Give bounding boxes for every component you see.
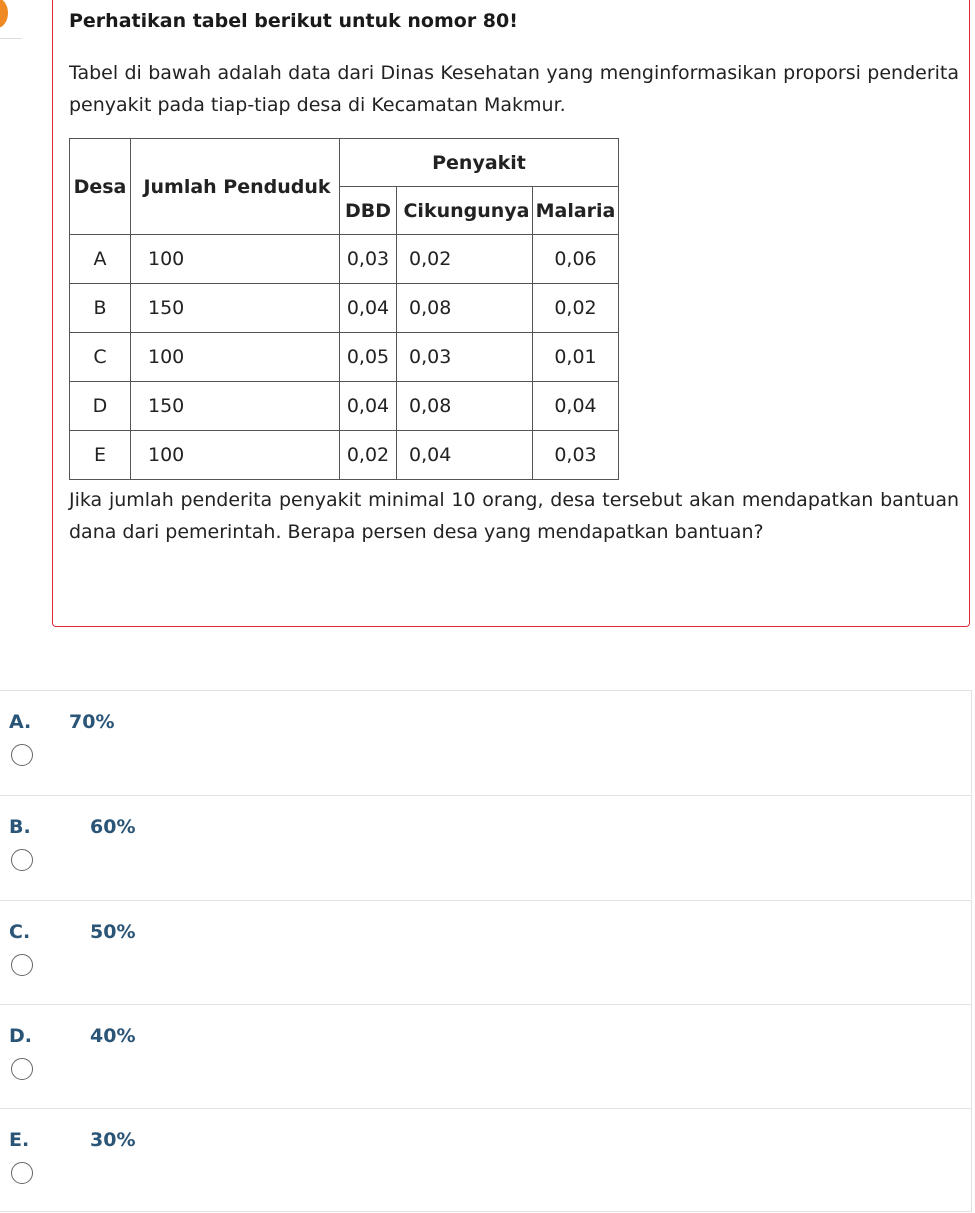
cell-jumlah: 150 <box>131 382 340 431</box>
cell-dbd: 0,02 <box>340 431 397 480</box>
cell-cikungunya: 0,08 <box>397 284 533 333</box>
option-text: 70% <box>69 711 115 733</box>
table-row <box>70 431 619 480</box>
cell-cikungunya: 0,08 <box>397 382 533 431</box>
answer-option-d[interactable] <box>0 1004 972 1108</box>
table-row <box>70 333 619 382</box>
answer-option-b[interactable] <box>0 795 972 899</box>
option-text: 30% <box>90 1129 136 1151</box>
option-text: 40% <box>90 1025 136 1047</box>
badge-divider <box>0 38 22 39</box>
option-letter: C. <box>9 921 31 943</box>
cell-dbd: 0,04 <box>340 382 397 431</box>
cell-desa: E <box>70 431 131 480</box>
answer-option-a[interactable] <box>0 690 972 794</box>
radio-circle-icon[interactable] <box>11 849 33 871</box>
answer-option-e[interactable] <box>0 1108 972 1212</box>
radio-circle-icon[interactable] <box>11 744 33 766</box>
radio-circle-icon[interactable] <box>11 1058 33 1080</box>
cell-cikungunya: 0,02 <box>397 235 533 284</box>
cell-jumlah: 100 <box>131 431 340 480</box>
cell-desa: A <box>70 235 131 284</box>
option-letter: A. <box>9 711 32 733</box>
cell-cikungunya: 0,04 <box>397 431 533 480</box>
cell-dbd: 0,05 <box>340 333 397 382</box>
radio-circle-icon[interactable] <box>11 954 33 976</box>
header-jumlah-penduduk: Jumlah Penduduk <box>131 139 340 235</box>
question-prompt: Jika jumlah penderita penyakit minimal 10 orang, desa tersebut akan mendapatkan bantuan dana dari pemerintah. Berapa persen desa yang mendapatkan bantuan? <box>69 489 959 543</box>
table-row <box>70 382 619 431</box>
cell-jumlah: 100 <box>131 235 340 284</box>
cell-malaria: 0,04 <box>533 382 619 431</box>
option-text: 50% <box>90 921 136 943</box>
table-row <box>70 235 619 284</box>
cell-jumlah: 150 <box>131 284 340 333</box>
cell-desa: C <box>70 333 131 382</box>
option-letter: D. <box>9 1025 32 1047</box>
cell-malaria: 0,06 <box>533 235 619 284</box>
cell-malaria: 0,01 <box>533 333 619 382</box>
radio-circle-icon[interactable] <box>11 1162 33 1184</box>
cell-malaria: 0,02 <box>533 284 619 333</box>
cell-desa: D <box>70 382 131 431</box>
cell-malaria: 0,03 <box>533 431 619 480</box>
table-row <box>70 284 619 333</box>
disease-table <box>69 138 619 480</box>
cell-dbd: 0,03 <box>340 235 397 284</box>
answer-option-c[interactable] <box>0 900 972 1004</box>
question-title: Perhatikan tabel berikut untuk nomor 80! <box>69 10 518 32</box>
option-letter: B. <box>9 816 31 838</box>
cell-dbd: 0,04 <box>340 284 397 333</box>
header-malaria: Malaria <box>533 187 619 235</box>
cell-cikungunya: 0,03 <box>397 333 533 382</box>
option-letter: E. <box>9 1129 30 1151</box>
header-desa: Desa <box>70 139 131 235</box>
header-penyakit: Penyakit <box>340 139 619 187</box>
cell-jumlah: 100 <box>131 333 340 382</box>
cell-desa: B <box>70 284 131 333</box>
header-dbd: DBD <box>340 187 397 235</box>
option-text: 60% <box>90 816 136 838</box>
header-cikungunya: Cikungunya <box>397 187 533 235</box>
question-intro: Tabel di bawah adalah data dari Dinas Kesehatan yang menginformasikan proporsi penderita penyakit pada tiap-tiap desa di Kecamatan Makmur. <box>69 62 959 116</box>
question-number-badge <box>0 0 8 28</box>
